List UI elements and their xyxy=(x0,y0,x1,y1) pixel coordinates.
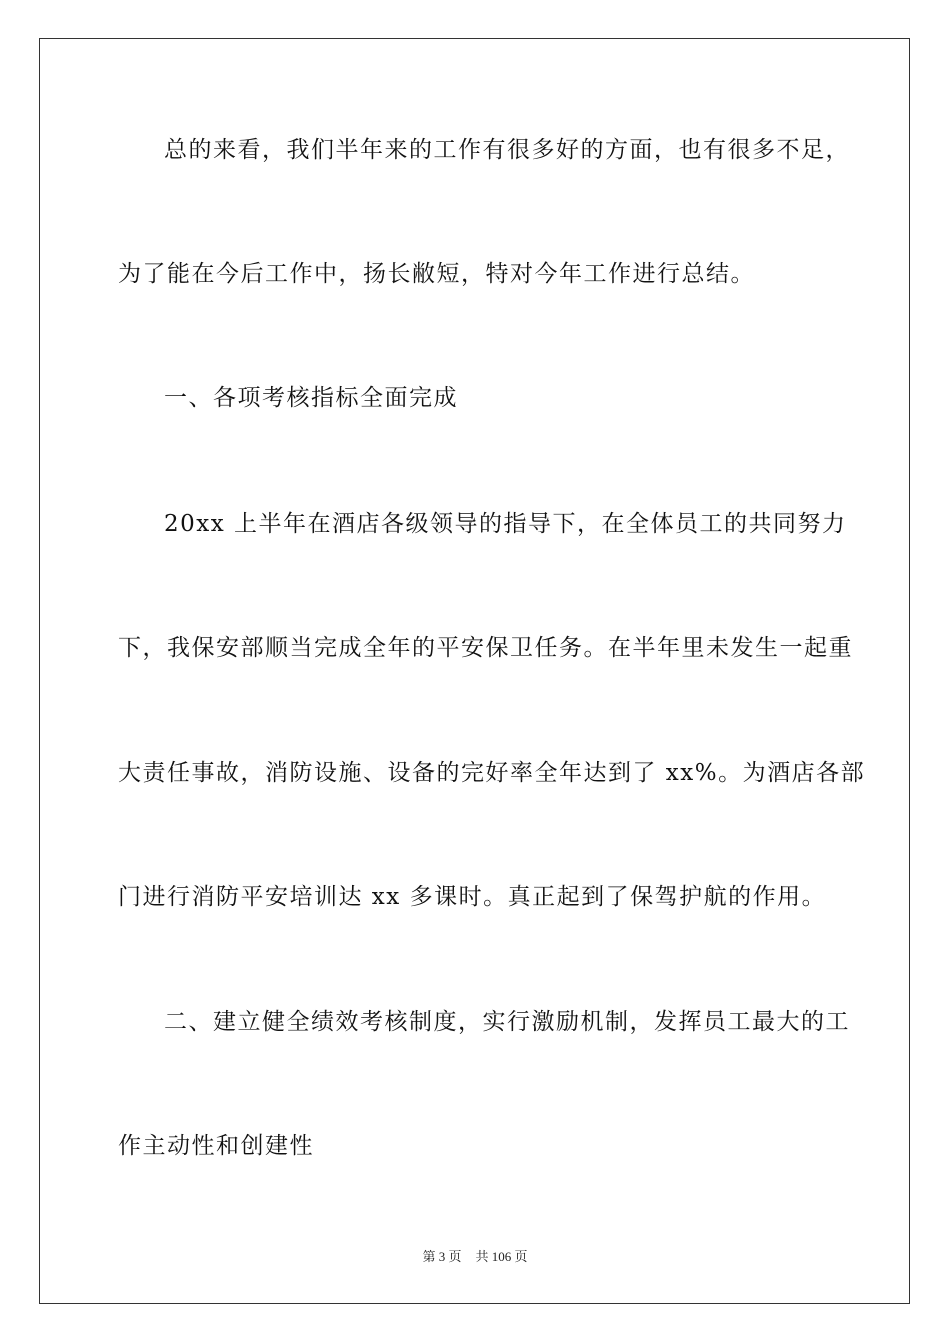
paragraph-2-line-2: 下，我保安部顺当完成全年的平安保卫任务。在半年里未发生一起重 xyxy=(118,635,853,661)
paragraph-2-line-4: 门进行消防平安培训达 xx 多课时。真正起到了保驾护航的作用。 xyxy=(118,884,827,910)
section-heading-1: 一、各项考核指标全面完成 xyxy=(164,385,458,411)
page-number: 第 3 页 xyxy=(422,1249,462,1264)
paragraph-2-line-3: 大责任事故，消防设施、设备的完好率全年达到了 xx%。为酒店各部 xyxy=(118,760,866,786)
page-footer xyxy=(0,1248,950,1266)
page-border xyxy=(39,38,910,1304)
section-heading-2-line-2: 作主动性和创建性 xyxy=(118,1133,314,1159)
page-total: 共 106 页 xyxy=(475,1249,528,1264)
paragraph-1-line-2: 为了能在今后工作中，扬长敝短，特对今年工作进行总结。 xyxy=(118,261,755,287)
paragraph-2-line-1: 20xx 上半年在酒店各级领导的指导下，在全体员工的共同努力 xyxy=(164,511,847,537)
section-heading-2-line-1: 二、建立健全绩效考核制度，实行激励机制，发挥员工最大的工 xyxy=(164,1009,850,1035)
paragraph-1-line-1: 总的来看，我们半年来的工作有很多好的方面，也有很多不足， xyxy=(164,137,850,163)
